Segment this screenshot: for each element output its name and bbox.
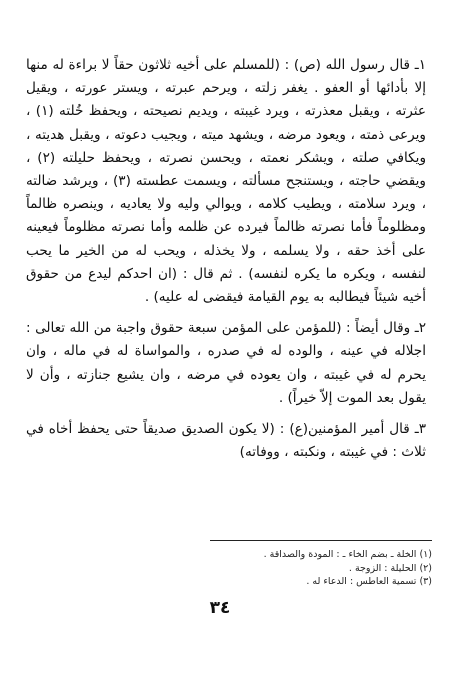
footnote-1: (١) الخلة ـ بضم الخاء ـ : المودة والصداقة .	[263, 549, 432, 560]
paragraph-hadith-1: ١ـ قال رسول الله (ص) : (للمسلم على أخيه ثلاثون حقاً لا براءة له منها إلا بأدائها أو العفو . يغفر زلته ، ويرحم عبرته ، ويستر عورته ، ويقيل عثرته ، ويقبل معذرته ، ويرد غيبته ، ويديم نصيحته ، ويحفظ خُلته (١) ، ويرعى ذمته ، ويعود مرضه ، ويشهد ميته ، ويجيب دعوته ، ويقبل هديته ، ويكافي صلته ، ويشكر نعمته ، ويحسن نصرته ، ويحفظ حليلته (٢) ، ويقضي حاجته ، ويستنجح مسألته ، ويسمت عطسته (٣) ، ويرشد ضالته ، ويرد سلامته ، ويطيب كلامه ، ويوالي وليه ولا يعاديه ، وينصره ظالماً ومظلوماً فأما نصرته ظالماً فيرده عن ظلمه وأما نصرته مظلوماً فيعينه على أخذ حقه ، ولا يسلمه ، ولا يخذله ، ويحب له من الخير ما يحب لنفسه ، ويكره ما يكره لنفسه) . ثم قال : (ان احدكم ليدع من حقوق أخيه شيئاً فيطالبه به يوم القيامة فيقضى له عليه) .	[26, 57, 427, 306]
footnotes	[150, 548, 432, 589]
main-text	[26, 54, 426, 464]
footnote-3: (٣) تسمية العاطس : الدعاء له .	[306, 576, 432, 587]
footnote-2: (٢) الحليلة : الزوجة .	[348, 562, 432, 574]
paragraph-hadith-3: ٣ـ قال أمير المؤمنين(ع) : (لا يكون الصديق صديقاً حتى يحفظ أخاه في ثلاث : في غيبته ، ونكبته ، ووفاته)	[26, 421, 426, 461]
footnote-divider	[210, 540, 432, 541]
page-number: ٣٤	[209, 598, 231, 618]
paragraph-hadith-2: ٢ـ وقال أيضاً : (للمؤمن على المؤمن سبعة حقوق واجبة من الله تعالى : اجلاله في عينه ، والوده له في صدره ، والمواساة له في ماله ، وان يحرم له في غيبته ، وان يعوده في مرضه ، وان يشيع جنازته ، وأن لا يقول بعد الموت إلاّ خيراً) .	[26, 320, 426, 406]
